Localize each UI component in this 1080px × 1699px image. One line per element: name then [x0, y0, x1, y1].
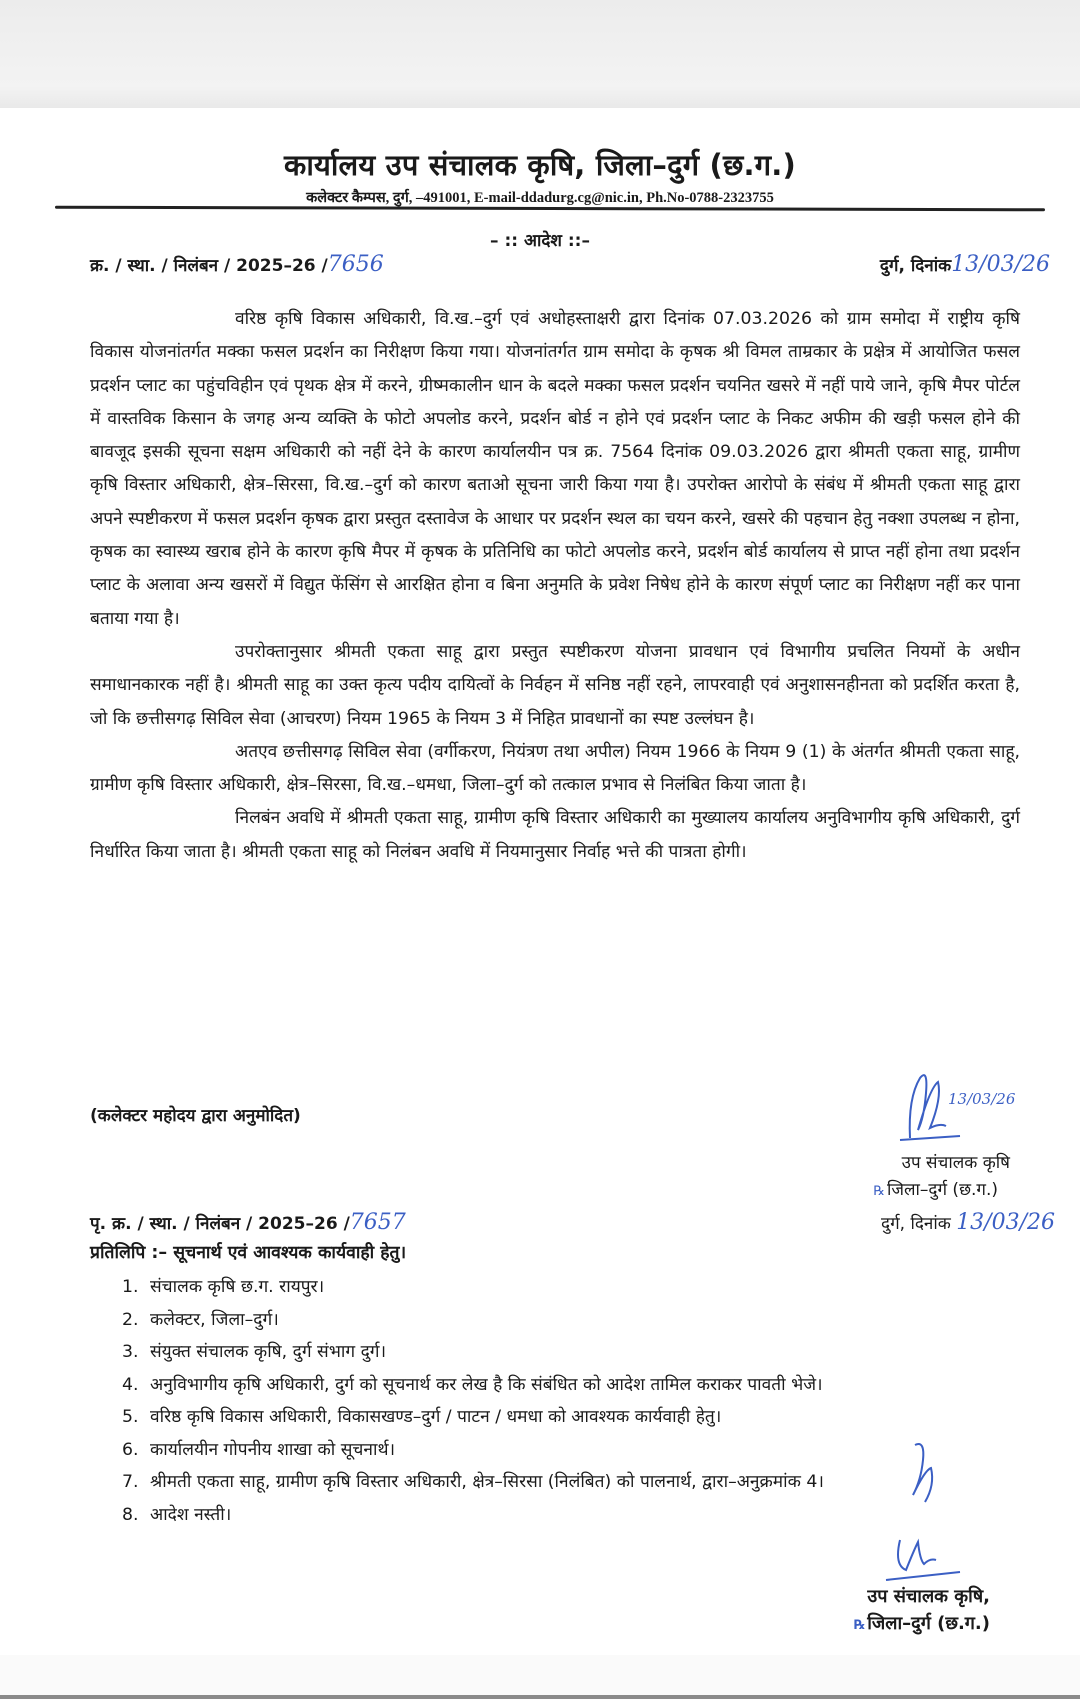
list-item [110, 1502, 1015, 1530]
signatory-1-initial-mark: ℞ [873, 1184, 885, 1199]
order-date [880, 252, 1050, 277]
endorsement-ref-prefix: पृ. क्र. / स्था. / निलंबन / 2025–26 / [90, 1214, 350, 1234]
list-item [110, 1404, 1015, 1432]
office-title: कार्यालय उप संचालक कृषि, जिला–दुर्ग (छ.ग.) [284, 148, 796, 182]
list-item-text: वरिष्ठ कृषि विकास अधिकारी, विकासखण्ड–दुर्ग / पाटन / धमधा को आवश्यक कार्यवाही हेतु। [150, 1407, 722, 1427]
signature-1-image [890, 1068, 1010, 1148]
office-address: कलेक्टर कैम्पस, दुर्ग, –491001, E-mail-ddadurg.cg@nic.in, Ph.No-0788-2323755 [306, 190, 774, 206]
list-item-number: 7. [122, 1472, 139, 1492]
signature-1-date: 13/03/26 [948, 1090, 1016, 1108]
order-ref-number: 7656 [327, 252, 384, 277]
order-date-label: दुर्ग, दिनांक [879, 256, 952, 276]
order-body [90, 303, 1020, 869]
list-item-number: 8. [122, 1504, 139, 1525]
approval-note: (कलेक्टर महोदय द्वारा अनुमोदित) [90, 1106, 301, 1126]
list-item-text: आदेश नस्ती। [150, 1504, 232, 1525]
list-item [110, 1372, 1015, 1400]
copy-heading: प्रतिलिपि :– सूचनार्थ एवं आवश्यक कार्यवाही हेतु। [90, 1243, 407, 1263]
signatory-block-1 [790, 1150, 1010, 1205]
viewer-bottom-edge [0, 1695, 1080, 1699]
paragraph-4: निलबंन अवधि में श्रीमती एकता साहू, ग्रामीण कृषि विस्तार अधिकारी का मुख्यालय कार्यालय अनुविभागीय कृषि अधिकारी, दुर्ग निर्धारित किया जाता है। श्रीमती एकता साहू को निलंबन अवधि में नियमानुसार निर्वाह भत्ते की पात्रता होगी। [90, 808, 1020, 862]
viewer-bottom-band [0, 1655, 1080, 1695]
list-item-number: 4. [122, 1374, 139, 1395]
signatory-1-district: जिला–दुर्ग (छ.ग.) [886, 1180, 998, 1200]
order-ref-prefix: क्र. / स्था. / निलंबन / 2025–26 / [90, 256, 328, 276]
list-item [110, 1307, 1015, 1335]
endorsement-date-label: दुर्ग, दिनांक [881, 1214, 951, 1234]
paragraph-3: अतएव छत्तीसगढ़ सिविल सेवा (वर्गीकरण, नियंत्रण तथा अपील) नियम 1966 के नियम 9 (1) के अंतर्गत श्रीमती एकता साहू, ग्रामीण कृषि विस्तार अधिकारी, क्षेत्र–सिरसा, वि.ख.–धमधा, जिला–दुर्ग को तत्काल प्रभाव से निलंबित किया जाता है। [90, 741, 1020, 796]
list-item-text: श्रीमती एकता साहू, ग्रामीण कृषि विस्तार अधिकारी, क्षेत्र–सिरसा (निलंबित) को पालनार्थ, द्वारा–अनुक्रमांक 4। [150, 1472, 824, 1492]
list-item-number: 3. [122, 1342, 139, 1362]
signatory-block-2 [780, 1583, 990, 1639]
signature-2-image [880, 1530, 970, 1585]
signature-2-overlap-stroke [895, 1440, 955, 1510]
list-item-number: 2. [122, 1309, 139, 1330]
list-item-number: 6. [122, 1439, 139, 1460]
signatory-2-district: जिला–दुर्ग (छ.ग.) [867, 1613, 990, 1634]
endorsement-reference [90, 1210, 406, 1235]
order-reference [90, 252, 384, 277]
list-item-number: 5. [122, 1407, 139, 1427]
list-item-text: अनुविभागीय कृषि अधिकारी, दुर्ग को सूचनार्थ कर लेख है कि संबंधित को आदेश तामिल कराकर पावती भेजे। [150, 1374, 823, 1395]
list-item [110, 1437, 1015, 1465]
endorsement-ref-number: 7657 [349, 1210, 406, 1235]
list-item-number: 1. [122, 1277, 139, 1297]
list-item [110, 1339, 1015, 1367]
copy-recipient-list [110, 1274, 1015, 1534]
endorsement-date [881, 1210, 1055, 1235]
paragraph-1: वरिष्ठ कृषि विकास अधिकारी, वि.ख.–दुर्ग एवं अधोहस्ताक्षरी द्वारा दिनांक 07.03.2026 को ग्राम समोदा में राष्ट्रीय कृषि विकास योजनांतर्गत मक्का फसल प्रदर्शन का निरीक्षण किया गया। योजनांतर्गत ग्राम समोदा के कृषक श्री विमल ताम्रकार के प्रक्षेत्र में आयोजित फसल प्रदर्शन प्लाट का पहुंचविहीन एवं पृथक क्षेत्र में करने, ग्रीष्मकालीन धान के बदले मक्का फसल प्रदर्शन चयनित खसरे में नहीं पाये जाने, कृषि मैपर पोर्टल में वास्तविक किसान के जगह अन्य व्यक्ति के फोटो अपलोड करने, प्रदर्शन बोर्ड न होने एवं प्रदर्शन प्लाट के निकट अफीम की खड़ी फसल होने की बावजूद इसकी सूचना सक्षम अधिकारी को नहीं देने के कारण कार्यालयीन पत्र क्र. 7564 दिनांक 09.03.2026 द्वारा श्रीमती एकता साहू, ग्रामीण कृषि विस्तार अधिकारी, क्षेत्र–सिरसा, वि.ख.–दुर्ग को कारण बताओ सूचना जारी किया गया है। उपरोक्त आरोपो के संबंध में श्रीमती एकता साहू द्वारा अपने स्पष्टीकरण में फसल प्रदर्शन कृषक द्वारा प्रस्तुत दस्तावेज के आधार पर प्रदर्शन स्थल का चयन करने, खसरे की पहचान हेतु नक्शा उपलब्ध न होना, कृषक का स्वास्थ्य खराब होने के कारण कृषि मैपर में कृषक के प्रतिनिधि का फोटो अपलोड करने, प्रदर्शन बोर्ड कार्यालय से प्राप्त नहीं होना तथा प्रदर्शन प्लाट के अलावा अन्य खसरों में विद्युत फेंसिंग से आरक्षित होना व बिना अनुमति के प्रवेश निषेध होने के कारण संपूर्ण प्लाट का निरीक्षण नहीं कर पाना बताया गया है। [90, 309, 1020, 629]
endorsement-date-value: 13/03/26 [956, 1210, 1055, 1235]
list-item-text: कलेक्टर, जिला–दुर्ग। [150, 1309, 279, 1330]
order-heading: – :: आदेश ::– [490, 231, 590, 251]
signatory-2-initial-mark: ℞ [853, 1618, 866, 1633]
signatory-2-designation: उप संचालक कृषि, [867, 1586, 990, 1607]
list-item-text: कार्यालयीन गोपनीय शाखा को सूचनार्थ। [150, 1439, 396, 1460]
signatory-1-designation: उप संचालक कृषि [901, 1153, 1010, 1173]
list-item [110, 1469, 1015, 1497]
viewer-top-band [0, 0, 1080, 108]
paragraph-2: उपरोक्तानुसार श्रीमती एकता साहू द्वारा प्रस्तुत स्पष्टीकरण योजना प्रावधान एवं विभागीय प्रचलित नियमों के अधीन समाधानकारक नहीं है। श्रीमती साहू का उक्त कृत्य पदीय दायित्वों के निर्वहन में सनिष्ठ नहीं रहने, लापरवाही एवं अनुशासनहीनता को प्रदर्शित करता है, जो कि छत्तीसगढ़ सिविल सेवा (आचरण) नियम 1965 के नियम 3 में निहित प्रावधानों का स्पष्ट उल्लंघन है। [90, 641, 1020, 729]
list-item-text: संचालक कृषि छ.ग. रायपुर। [150, 1277, 325, 1297]
list-item-text: संयुक्त संचालक कृषि, दुर्ग संभाग दुर्ग। [150, 1342, 387, 1362]
list-item [110, 1274, 1015, 1302]
order-date-value: 13/03/26 [951, 252, 1050, 277]
